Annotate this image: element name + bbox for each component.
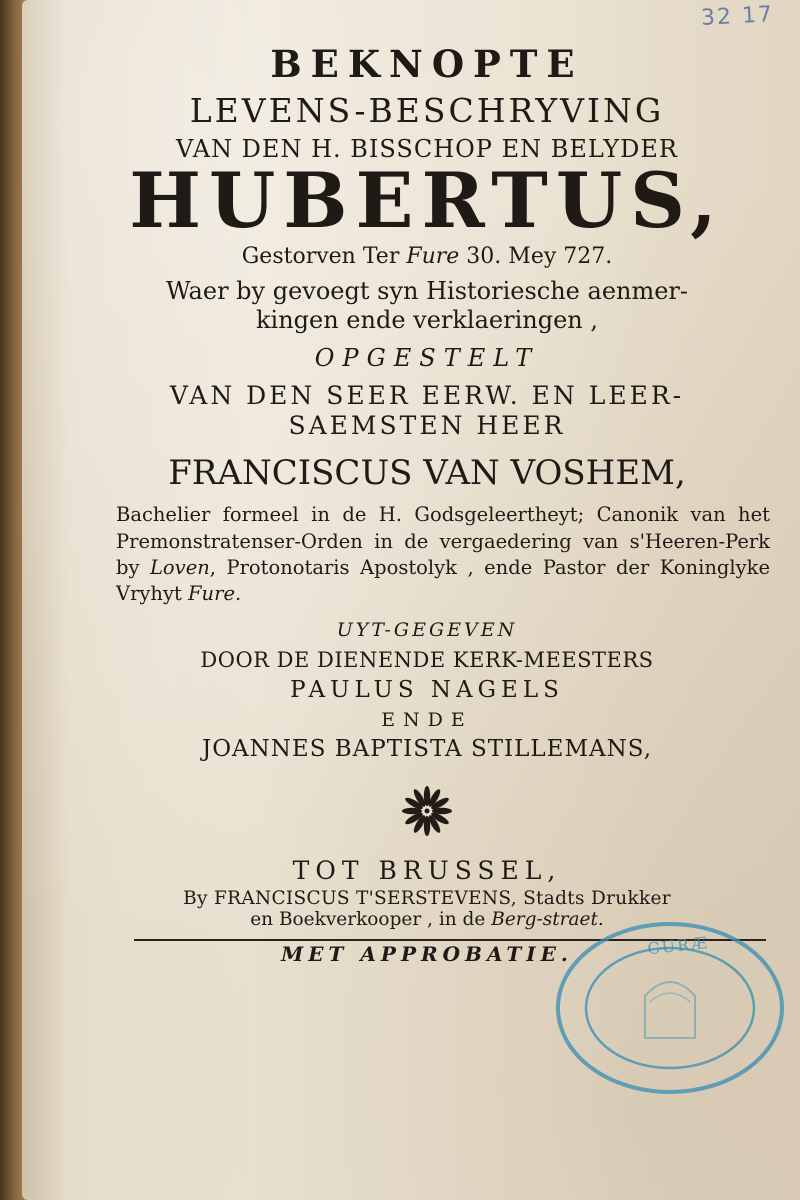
title-line-kerkmeesters: DOOR DE DIENENDE KERK-MEESTERS: [200, 647, 654, 672]
title-line-beknopte: BEKNOPTE: [270, 42, 584, 86]
imprint-bookseller: [70, 910, 784, 931]
author-desc-fure: Fure.: [188, 582, 242, 606]
title-line-ende: ENDE: [381, 709, 473, 732]
author-description: [116, 502, 770, 607]
imprint-rule: [134, 939, 766, 941]
author-desc-part-1: Bachelier formeel in de H. Godsgeleertheyt; Canonik van het Premonstratenser-Orden in de vergaedering van s'Heeren-Perk by: [116, 503, 770, 580]
imprint-street: Berg-straet.: [491, 908, 604, 930]
title-line-levens: LEVENS-BESCHRYVING: [189, 91, 665, 131]
title-page: [22, 0, 800, 1200]
approbation-line: MET APPROBATIE.: [281, 941, 573, 966]
gestorven-place: Fure: [406, 244, 460, 270]
title-line-stillemans: JOANNES BAPTISTA STILLEMANS,: [201, 736, 653, 763]
imprint-bookseller-text: en Boekverkooper , in de: [250, 908, 492, 930]
stamp-text: CURÆ: [646, 932, 710, 959]
title-line-gestorven: [70, 245, 784, 270]
gestorven-date: 30. Mey 727.: [459, 244, 613, 270]
author-desc-part-2: , Protonotaris Apostolyk , ende Pastor der Koninglyke Vryhyt: [116, 556, 770, 606]
imprint-city: TOT BRUSSEL,: [292, 856, 562, 886]
title-line-kingen: kingen ende verklaeringen ,: [255, 305, 599, 334]
ornament-flower-icon: [392, 785, 462, 837]
title-line-uytgegeven: UYT-GEGEVEN: [336, 618, 518, 641]
title-line-nagels: PAULUS NAGELS: [290, 677, 564, 704]
author-desc-loven: Loven: [149, 556, 210, 580]
shelfmark-annotation: 32 17: [700, 2, 775, 31]
title-page-text: [70, 44, 784, 965]
gestorven-text: Gestorven Ter: [241, 244, 407, 270]
title-line-waer: Waer by gevoegt syn Historiesche aenmer-: [165, 276, 689, 305]
title-line-hubertus: HUBERTUS,: [129, 156, 725, 246]
printers-ornament: [70, 785, 784, 837]
imprint-printer: By FRANCISCUS T'SERSTEVENS, Stadts Drukker: [183, 888, 671, 910]
title-line-bisschop: VAN DEN H. BISSCHOP EN BELYDER: [176, 135, 678, 164]
title-line-van-den-seer: VAN DEN SEER EERW. EN LEER-: [169, 381, 685, 411]
author-name: FRANCISCUS VAN VOSHEM,: [168, 453, 686, 494]
title-line-opgestelt: OPGESTELT: [314, 344, 540, 373]
title-line-saemsten: SAEMSTEN HEER: [288, 411, 566, 441]
